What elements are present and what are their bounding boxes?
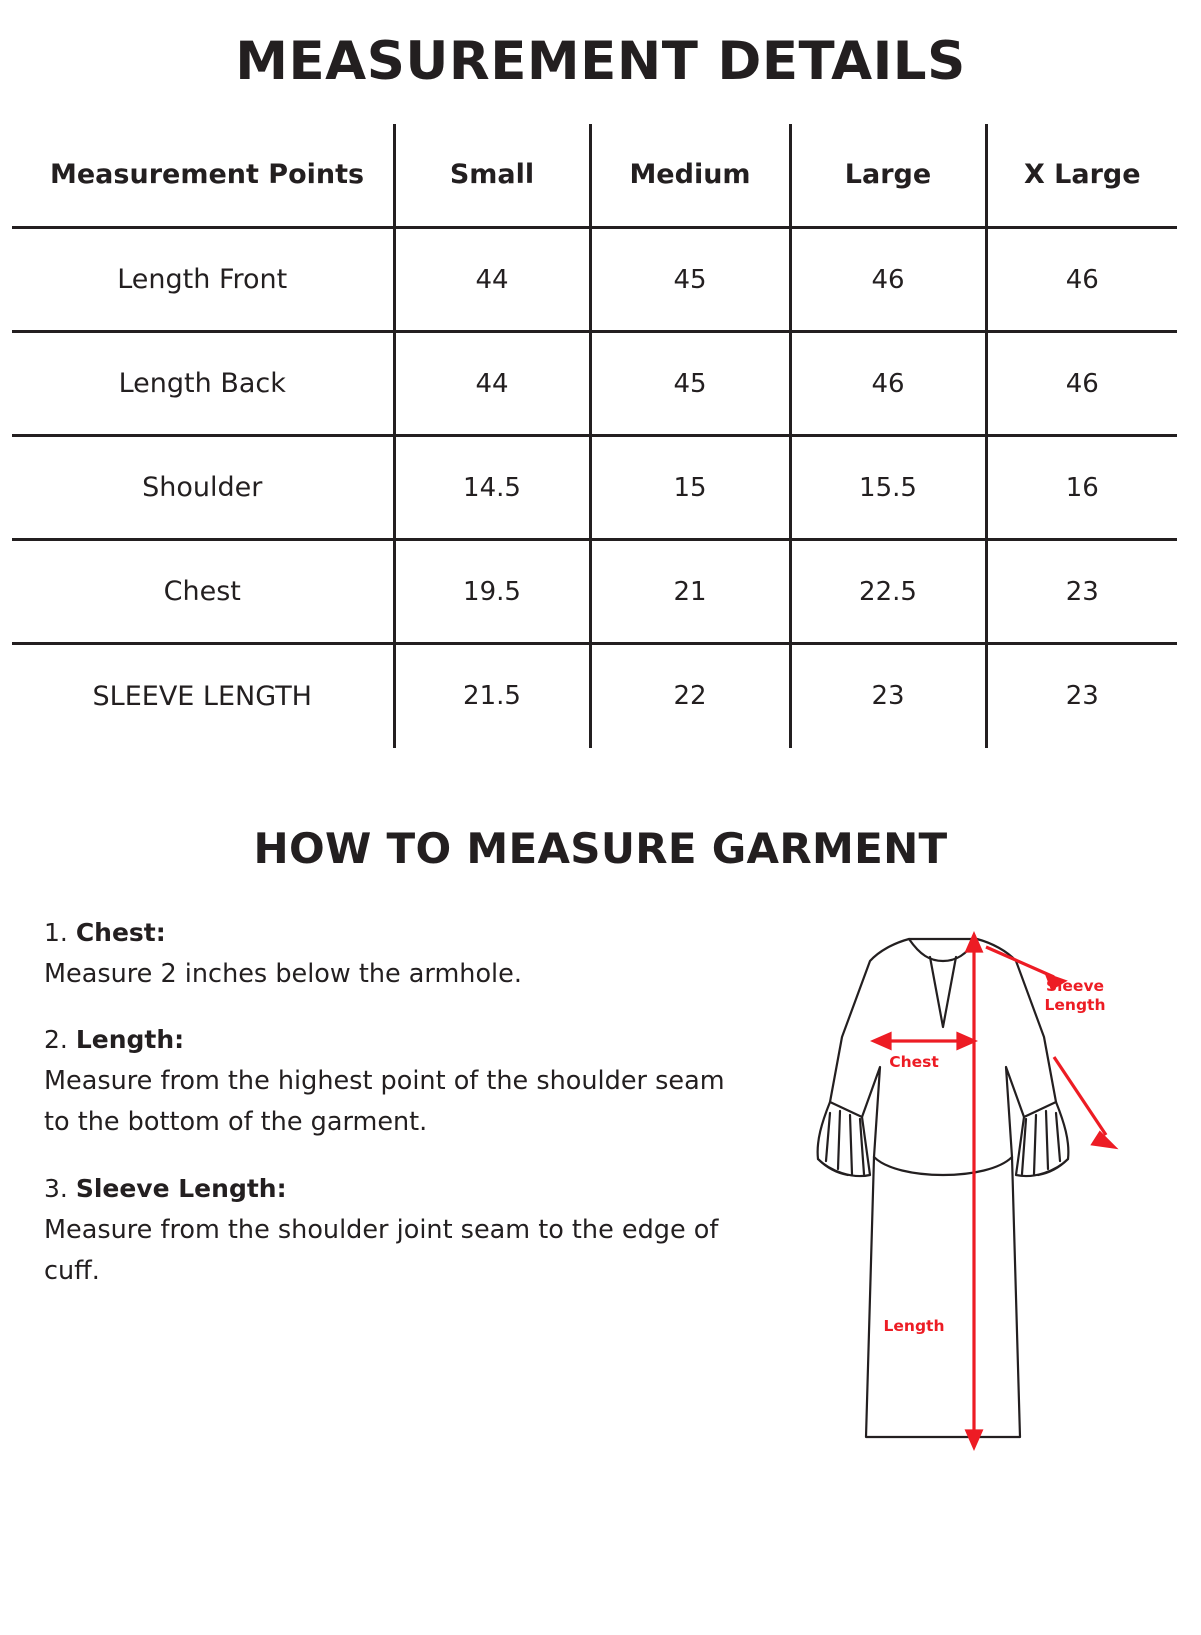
cell-xlarge: 23: [986, 644, 1177, 748]
instruction-item-chest: [44, 915, 734, 995]
cell-medium: 45: [590, 332, 790, 436]
instruction-term: Chest:: [75, 917, 166, 947]
instruction-body: Measure 2 inches below the armhole.: [44, 958, 522, 989]
cell-medium: 21: [590, 540, 790, 644]
row-label: Chest: [12, 540, 394, 644]
instruction-heading: [44, 1022, 734, 1057]
section-title-how-to-measure: HOW TO MEASURE GARMENT: [253, 823, 948, 873]
cell-small: 19.5: [394, 540, 590, 644]
cell-xlarge: 46: [986, 332, 1177, 436]
instruction-item-length: [44, 1022, 734, 1144]
label-length: Length: [883, 1316, 945, 1335]
row-label: SLEEVE LENGTH: [12, 644, 394, 748]
instruction-item-sleeve-length: [44, 1171, 734, 1293]
cell-small: 44: [394, 228, 590, 332]
cell-medium: 45: [590, 228, 790, 332]
cell-large: 46: [790, 332, 986, 436]
cell-xlarge: 16: [986, 436, 1177, 540]
instruction-heading: [44, 1171, 734, 1206]
table-row: [12, 436, 1177, 540]
cell-small: 21.5: [394, 644, 590, 748]
cell-large: 46: [790, 228, 986, 332]
cell-xlarge: 46: [986, 228, 1177, 332]
cell-small: 14.5: [394, 436, 590, 540]
row-label: Length Front: [12, 228, 394, 332]
label-sleeve-length-line2: Length: [1044, 996, 1106, 1015]
how-to-measure-section: [0, 915, 1201, 1477]
page-title: MEASUREMENT DETAILS: [235, 31, 966, 92]
row-label: Length Back: [12, 332, 394, 436]
label-chest: Chest: [889, 1052, 939, 1071]
instruction-number: 2.: [44, 1024, 68, 1054]
table-header: [12, 124, 1177, 228]
table-row: [12, 228, 1177, 332]
cell-small: 44: [394, 332, 590, 436]
measurement-table-wrapper: [12, 124, 1189, 748]
garment-diagram: [734, 917, 1177, 1477]
measurement-table: [12, 124, 1177, 748]
column-header-measurement-points: Measurement Points: [12, 124, 394, 228]
cell-xlarge: 23: [986, 540, 1177, 644]
size-chart-page: [0, 31, 1201, 1635]
table-row: [12, 540, 1177, 644]
column-header-xlarge: X Large: [986, 124, 1177, 228]
instructions-list: [44, 915, 734, 1319]
instruction-term: Sleeve Length:: [75, 1173, 287, 1203]
cell-large: 15.5: [790, 436, 986, 540]
instruction-body: Measure from the shoulder joint seam to the edge of cuff.: [44, 1214, 719, 1286]
instruction-number: 1.: [44, 917, 68, 947]
cell-large: 22.5: [790, 540, 986, 644]
table-body: [12, 228, 1177, 748]
column-header-small: Small: [394, 124, 590, 228]
table-header-row: [12, 124, 1177, 228]
cell-large: 23: [790, 644, 986, 748]
table-row: [12, 332, 1177, 436]
instruction-body: Measure from the highest point of the shoulder seam to the bottom of the garment.: [44, 1065, 725, 1138]
label-sleeve-length: [1030, 977, 1120, 1016]
instruction-number: 3.: [44, 1173, 68, 1203]
instruction-term: Length:: [75, 1024, 185, 1054]
row-label: Shoulder: [12, 436, 394, 540]
cell-medium: 22: [590, 644, 790, 748]
label-sleeve-length-line1: Sleeve: [1045, 976, 1105, 995]
column-header-large: Large: [790, 124, 986, 228]
instruction-heading: [44, 915, 734, 950]
column-header-medium: Medium: [590, 124, 790, 228]
table-row: [12, 644, 1177, 748]
cell-medium: 15: [590, 436, 790, 540]
